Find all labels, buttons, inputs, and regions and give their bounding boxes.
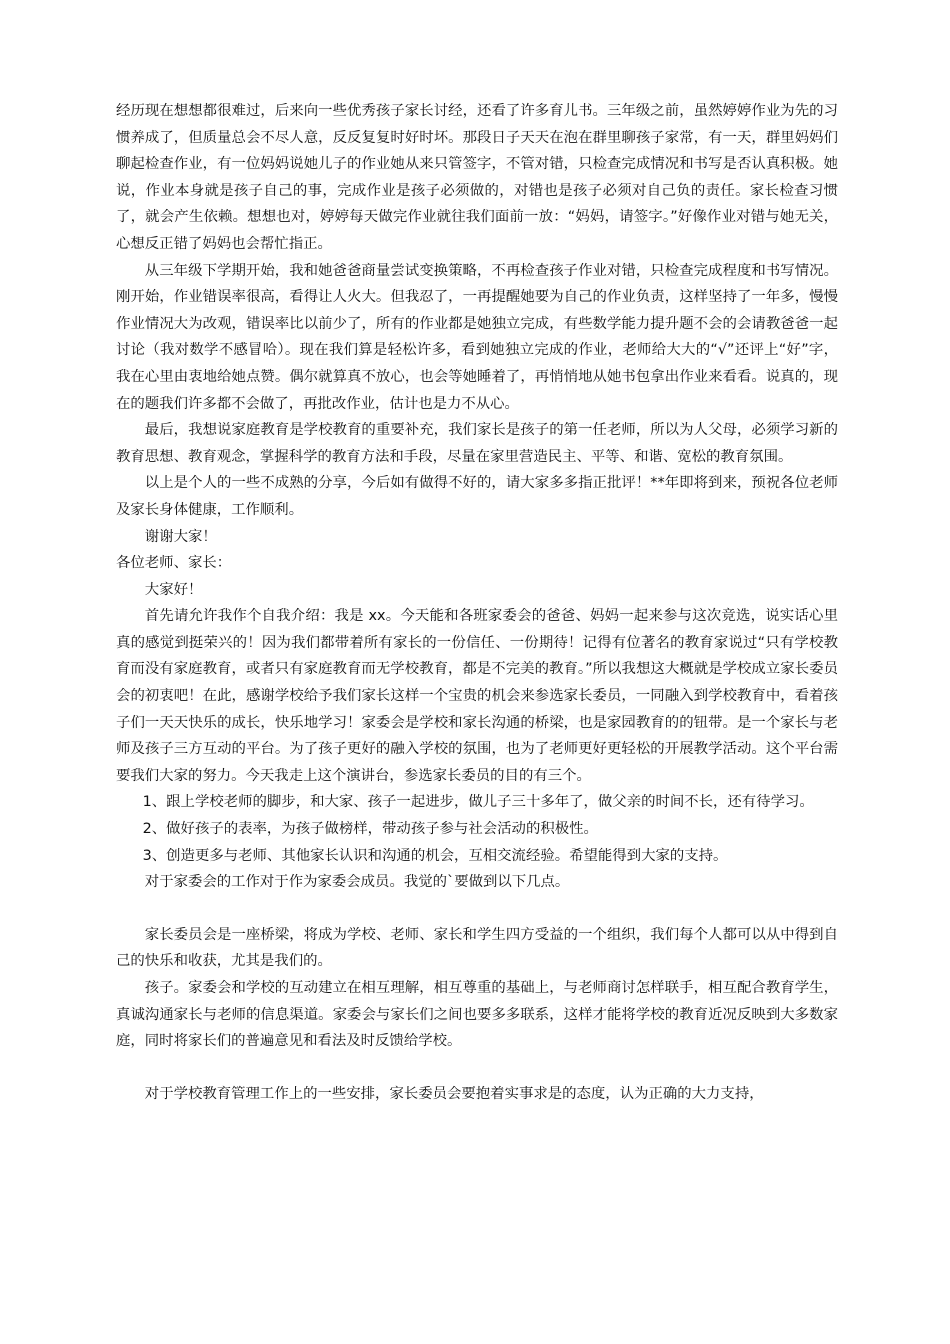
salutation: 各位老师、家长： (116, 555, 232, 572)
paragraph-closing-wishes: 以上是个人的一些不成熟的分享，今后如有做得不好的，请大家多多指正批评！**年即将到来，预祝各位老师及家长身体健康，工作顺利。 (116, 475, 838, 518)
paragraph-strategy-change: 从三年级下学期开始，我和她爸爸商量尝试变换策略，不再检查孩子作业对错，只检查完成程度和书写情况。刚开始，作业错误率很高，看得让人火大。但我忍了，一再提醒她要为自己的作业负责，这样坚持了一年多，慢慢作业情况大为改观，错误率比以前少了，所有的作业都是她独立完成，有些数学能力提升题不会的会请教爸爸一起讨论（我对数学不感冒哈）。现在我们算是轻松许多，看到她独立完成的作业，老师给大大的“√”还评上“好”字，我在心里由衷地给她点赞。偶尔就算真不放心，也会等她睡着了，再悄悄地从她书包拿出作业来看看。说真的，现在的题我们许多都不会做了，再批改作业，估计也是力不从心。 (116, 262, 838, 412)
document-page (116, 98, 838, 1107)
paragraph-family-education: 最后，我想说家庭教育是学校教育的重要补充，我们家长是孩子的第一任老师，所以为人父母，必须学习新的教育思想、教育观念，掌握科学的教育方法和手段，尽量在家里营造民主、平等、和谐、宽松的教育氛围。 (116, 422, 838, 465)
greeting: 大家好！ (144, 581, 203, 598)
paragraph-committee-interaction: 孩子。家委会和学校的互动建立在相互理解，相互尊重的基础上，与老师商讨怎样联手，相互配合教育学生，真诚沟通家长与老师的信息渠道。家委会与家长们之间也要多多联系，这样才能将学校的教育近况反映到大多数家庭，同时将家长们的普遍意见和看法及时反馈给学校。 (116, 980, 838, 1050)
paragraph-homework-story: 经历现在想想都很难过，后来向一些优秀孩子家长讨经，还看了许多育儿书。三年级之前，虽然婷婷作业为先的习惯养成了，但质量总会不尽人意，反反复复时好时坏。那段日子天天在泡在群里聊孩子家常，有一天，群里妈妈们聊起检查作业，有一位妈妈说她儿子的作业她从来只管签字，不管对错，只检查完成情况和书写是否认真积极。她说，作业本身就是孩子自己的事，完成作业是孩子必须做的，对错也是孩子必须对自己负的责任。家长检查习惯了，就会产生依赖。想想也对，婷婷每天做完作业就往我们面前一放：“妈妈，请签字。”好像作业对错与她无关，心想反正错了妈妈也会帮忙指正。 (116, 103, 838, 252)
paragraph-committee-work: 对于家委会的工作对于作为家委会成员。我觉的`要做到以下几点。 (144, 874, 570, 891)
paragraph-school-management: 对于学校教育管理工作上的一些安排，家长委员会要抱着实事求是的态度，认为正确的大力支持， (144, 1085, 764, 1102)
paragraph-thanks: 谢谢大家！ (144, 528, 217, 545)
list-item-goal-1: 1、跟上学校老师的脚步，和大家、孩子一起进步，做儿子三十多年了，做父亲的时间不长，还有待学习。 (142, 794, 814, 811)
list-item-goal-2: 2、做好孩子的表率，为孩子做榜样，带动孩子参与社会活动的积极性。 (142, 821, 598, 838)
list-item-goal-3: 3、创造更多与老师、其他家长认识和沟通的机会，互相交流经验。希望能得到大家的支持。 (142, 847, 728, 864)
paragraph-committee-bridge: 家长委员会是一座桥梁，将成为学校、老师、家长和学生四方受益的一个组织，我们每个人都可以从中得到自己的快乐和收获，尤其是我们的。 (116, 926, 838, 970)
paragraph-self-introduction: 首先请允许我作个自我介绍：我是 xx。今天能和各班家委会的爸爸、妈妈一起来参与这次竞选，说实话心里真的感觉到挺荣兴的！因为我们都带着所有家长的一份信任、一份期待！记得有位著名的教育家说过“只有学校教育而没有家庭教育，或者只有家庭教育而无学校教育，都是不完美的教育。”所以我想这大概就是学校成立家长委员会的初衷吧！在此，感谢学校给予我们家长这样一个宝贵的机会来参选家长委员，一同融入到学校教育中，看着孩子们一天天快乐的成长，快乐地学习！家委会是学校和家长沟通的桥梁，也是家园教育的的钮带。是一个家长与老师及孩子三方互动的平台。为了孩子更好的融入学校的氛围，也为了老师更好更轻松的开展教学活动。这个平台需要我们大家的努力。今天我走上这个演讲台，参选家长委员的目的有三个。 (116, 608, 838, 784)
